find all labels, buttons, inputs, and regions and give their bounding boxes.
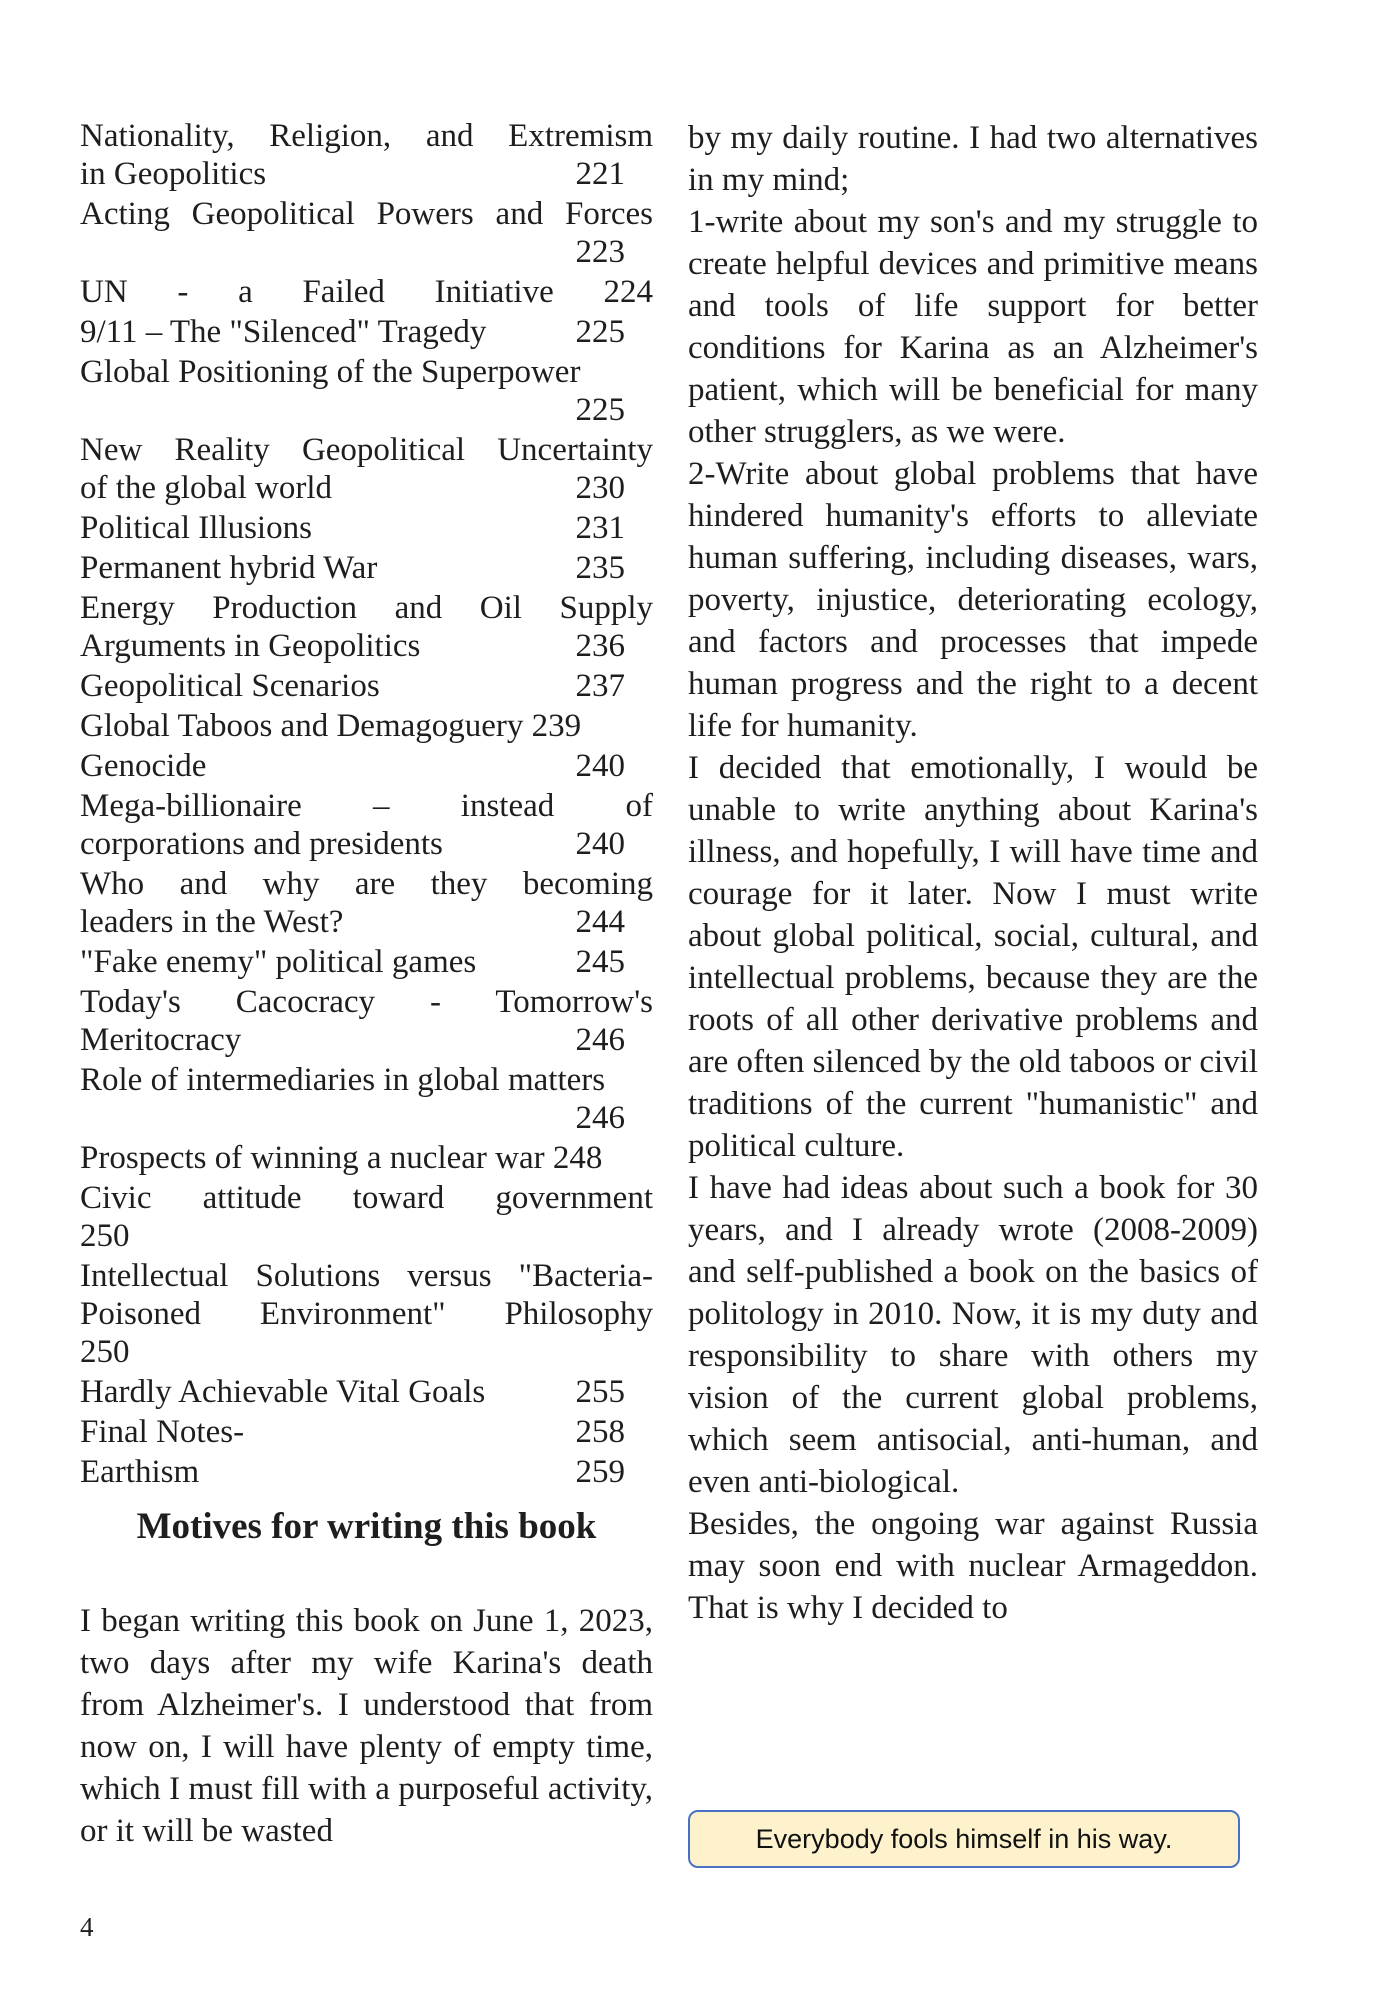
toc-entry-title: Acting Geopolitical Powers and Forces [80, 196, 653, 232]
toc-entry-title-cont: corporations and presidents [80, 826, 443, 862]
toc-page-number: 250 [80, 1218, 130, 1254]
toc-entry [80, 195, 653, 271]
toc-entry-word: UN [80, 274, 128, 310]
toc-entry-title-cont: Meritocracy [80, 1022, 242, 1058]
toc-entry-word: Initiative [434, 274, 554, 310]
toc-entry-title: Civic attitude toward government [80, 1180, 653, 1216]
toc-page-number: 235 [575, 550, 625, 586]
body-paragraph: I have had ideas about such a book for 30 years, and I already wrote (2008-2009) and self-published a book on the basics of politology in 2010. Now, it is my duty and responsibility to share with others my vision of the current global problems, which seem antisocial, anti-human, and even anti-biological. [688, 1170, 1258, 1500]
toc-entry-title: Permanent hybrid War [80, 550, 378, 586]
toc-entry [80, 353, 653, 429]
toc-page-number: 225 [575, 392, 625, 428]
toc-page-number: 240 [575, 826, 625, 862]
toc-entry [80, 1453, 653, 1491]
toc-entry-title: Nationality, Religion, and Extremism [80, 118, 653, 154]
toc-entry [80, 589, 653, 665]
toc-entry [80, 313, 653, 351]
toc-entry [80, 1179, 653, 1255]
toc-entry-title: Today's Cacocracy - Tomorrow's [80, 984, 653, 1020]
toc-entry [80, 667, 653, 705]
toc-page-number: 221 [575, 156, 625, 192]
body-paragraph: by my daily routine. I had two alternatives in my mind; [688, 120, 1258, 198]
toc-entry [80, 747, 653, 785]
toc-entry-title: Political Illusions [80, 510, 312, 546]
toc-entry [80, 1139, 653, 1177]
table-of-contents [80, 117, 653, 1493]
body-paragraph: Besides, the ongoing war against Russia may soon end with nuclear Armageddon. That is why I decided to [688, 1506, 1258, 1626]
toc-page-number: 245 [575, 944, 625, 980]
toc-entry [80, 943, 653, 981]
toc-entry [80, 549, 653, 587]
toc-page-number: 244 [575, 904, 625, 940]
toc-entry-title-cont: leaders in the West? [80, 904, 344, 940]
toc-entry [80, 787, 653, 863]
toc-entry-title: Geopolitical Scenarios [80, 668, 380, 704]
toc-page-number: 236 [575, 628, 625, 664]
toc-entry-word: Failed [302, 274, 385, 310]
body-paragraph: I began writing this book on June 1, 2023, two days after my wife Karina's death from Alzheimer's. I understood that from now on, I will have plenty of empty time, which I must fill with a purposeful activity, or it will be wasted [80, 1603, 653, 1849]
body-paragraph: I decided that emotionally, I would be unable to write anything about Karina's illness, and hopefully, I will have time and courage for it later. Now I must write about global political, social, cultural, and intellectual problems, because they are the roots of all other derivative problems and are often silenced by the old taboos or civil traditions of the current "humanistic" and political culture. [688, 750, 1258, 1164]
right-column-text [688, 117, 1258, 1629]
toc-entry-title-cont: Arguments in Geopolitics [80, 628, 421, 664]
toc-page-number: 225 [575, 314, 625, 350]
toc-page-number: 259 [575, 1454, 625, 1490]
toc-entry [80, 865, 653, 941]
quote-text: Everybody fools himself in his way. [755, 1823, 1173, 1854]
toc-entry-title-cont: in Geopolitics [80, 156, 267, 192]
toc-entry [80, 1257, 653, 1371]
toc-entry-title: Genocide [80, 748, 207, 784]
toc-page-number: 240 [575, 748, 625, 784]
toc-entry [80, 431, 653, 507]
toc-entry-title-cont: Poisoned Environment" Philosophy [80, 1296, 653, 1332]
toc-entry [80, 707, 653, 745]
toc-page-number: 246 [575, 1100, 625, 1136]
toc-entry-title: New Reality Geopolitical Uncertainty [80, 432, 653, 468]
toc-entry-title: 9/11 – The "Silenced" Tragedy [80, 314, 487, 350]
toc-entry-title: "Fake enemy" political games [80, 944, 477, 980]
toc-page-number: 250 [80, 1334, 130, 1370]
toc-entry [80, 983, 653, 1059]
toc-entry-title: Mega-billionaire – instead of [80, 788, 653, 824]
toc-entry-title: Energy Production and Oil Supply [80, 590, 653, 626]
quote-callout [688, 1810, 1240, 1868]
toc-entry-word: a [238, 274, 253, 310]
toc-page-number: 224 [603, 274, 653, 310]
toc-page-number: 246 [575, 1022, 625, 1058]
toc-entry [80, 509, 653, 547]
toc-entry [80, 1373, 653, 1411]
toc-entry-title: Earthism [80, 1454, 200, 1490]
toc-page-number: 255 [575, 1374, 625, 1410]
toc-entry-title: Final Notes- [80, 1414, 245, 1450]
toc-entry-title: Intellectual Solutions versus "Bacteria- [80, 1258, 653, 1294]
toc-entry [80, 1413, 653, 1451]
toc-entry-title-cont: of the global world [80, 470, 333, 506]
toc-page-number: 223 [575, 234, 625, 270]
toc-entry [80, 273, 653, 311]
section-heading: Motives for writing this book [136, 1506, 597, 1547]
toc-page-number: 231 [575, 510, 625, 546]
toc-page-number: 230 [575, 470, 625, 506]
toc-entry-word: - [177, 274, 189, 310]
body-paragraph: 1-write about my son's and my struggle to create helpful devices and primitive means and tools of life support for better conditions for Karina as an Alzheimer's patient, which will be beneficial for many other strugglers, as we were. [688, 204, 1258, 450]
body-paragraph: 2-Write about global problems that have hindered humanity's efforts to alleviate human suffering, including diseases, wars, poverty, injustice, deteriorating ecology, and factors and processes that impede human progress and the right to a decent life for humanity. [688, 456, 1258, 744]
page-number: 4 [80, 1912, 94, 1942]
toc-page-number: 237 [575, 668, 625, 704]
toc-entry [80, 1061, 653, 1137]
toc-entry-title: Global Taboos and Demagoguery 239 [80, 708, 582, 744]
toc-entry-title: Who and why are they becoming [80, 866, 653, 902]
toc-entry-title: Prospects of winning a nuclear war 248 [80, 1140, 603, 1176]
toc-entry-title: Hardly Achievable Vital Goals [80, 1374, 486, 1410]
toc-entry-title: Role of intermediaries in global matters [80, 1062, 606, 1098]
toc-page-number: 258 [575, 1414, 625, 1450]
toc-entry [80, 117, 653, 193]
toc-entry-title: Global Positioning of the Superpower [80, 354, 581, 390]
